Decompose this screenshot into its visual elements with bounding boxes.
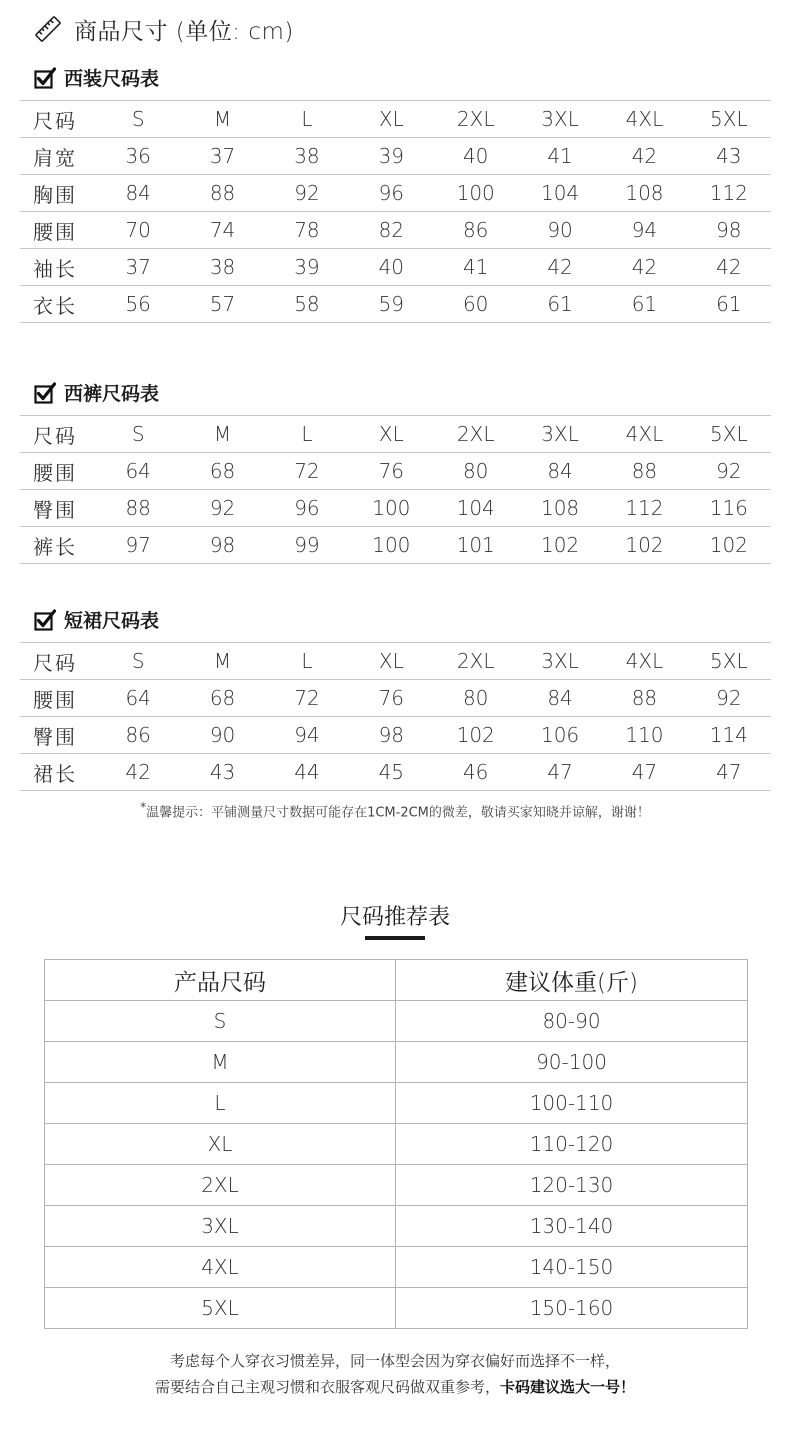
weight-cell: 100-110 — [396, 1083, 748, 1124]
value-cell: 61 — [687, 286, 771, 323]
value-cell: 80 — [434, 453, 518, 490]
size-header-cell: M — [180, 101, 264, 138]
footer-line-2-text: 需要结合自己主观习惯和衣服客观尺码做双重参考， — [154, 1378, 500, 1396]
value-cell: 86 — [434, 212, 518, 249]
size-cell: 3XL — [45, 1206, 396, 1247]
value-cell: 102 — [602, 527, 686, 564]
table-row — [20, 680, 771, 717]
size-cell: L — [45, 1083, 396, 1124]
ruler-icon — [34, 15, 62, 43]
size-header-cell: M — [180, 643, 264, 680]
value-cell: 58 — [265, 286, 349, 323]
row-label: 肩宽 — [20, 138, 96, 175]
value-cell: 36 — [96, 138, 180, 175]
footer-line-2 — [0, 1374, 790, 1400]
value-cell: 42 — [602, 249, 686, 286]
note-text: 温馨提示：平铺测量尺寸数据可能存在1CM-2CM的微差，敬请买家知晓并谅解，谢谢！ — [146, 805, 650, 821]
value-cell: 108 — [602, 175, 686, 212]
value-cell: 86 — [96, 717, 180, 754]
size-header-cell: 2XL — [434, 101, 518, 138]
value-cell: 37 — [96, 249, 180, 286]
value-cell: 110 — [602, 717, 686, 754]
value-cell: 74 — [180, 212, 264, 249]
trousers-section-title — [34, 379, 159, 406]
recommend-title: 尺码推荐表 — [339, 905, 450, 930]
size-header-cell: 4XL — [602, 643, 686, 680]
table-row — [45, 1165, 748, 1206]
size-cell: 4XL — [45, 1247, 396, 1288]
value-cell: 47 — [602, 754, 686, 791]
value-cell: 56 — [96, 286, 180, 323]
row-label: 臀围 — [20, 490, 96, 527]
table-row — [20, 453, 771, 490]
weight-cell: 80-90 — [396, 1001, 748, 1042]
value-cell: 104 — [434, 490, 518, 527]
value-cell: 41 — [518, 138, 602, 175]
checkbox-checked-icon — [34, 67, 56, 89]
size-header-cell: 2XL — [434, 643, 518, 680]
value-cell: 106 — [518, 717, 602, 754]
value-cell: 64 — [96, 453, 180, 490]
row-label: 裙长 — [20, 754, 96, 791]
weight-cell: 150-160 — [396, 1288, 748, 1329]
value-cell: 44 — [265, 754, 349, 791]
row-label: 裤长 — [20, 527, 96, 564]
value-cell: 102 — [687, 527, 771, 564]
value-cell: 42 — [96, 754, 180, 791]
value-cell: 90 — [180, 717, 264, 754]
footer-emphasis: 卡码建议选大一号！ — [500, 1378, 636, 1396]
value-cell: 61 — [602, 286, 686, 323]
table-row — [45, 1288, 748, 1329]
table-row — [20, 138, 771, 175]
value-cell: 46 — [434, 754, 518, 791]
skirt-title-text: 短裙尺码表 — [64, 610, 160, 632]
value-cell: 114 — [687, 717, 771, 754]
skirt-section-title — [34, 606, 159, 633]
size-cell: 5XL — [45, 1288, 396, 1329]
value-cell: 102 — [434, 717, 518, 754]
value-cell: 88 — [602, 453, 686, 490]
header-label-cell: 尺码 — [20, 643, 96, 680]
weight-cell: 140-150 — [396, 1247, 748, 1288]
size-header-cell: XL — [349, 101, 433, 138]
value-cell: 41 — [434, 249, 518, 286]
weight-cell: 110-120 — [396, 1124, 748, 1165]
size-header-cell: 4XL — [602, 416, 686, 453]
value-cell: 64 — [96, 680, 180, 717]
value-cell: 97 — [96, 527, 180, 564]
value-cell: 47 — [518, 754, 602, 791]
size-header-cell: 5XL — [687, 643, 771, 680]
size-cell: S — [45, 1001, 396, 1042]
value-cell: 42 — [518, 249, 602, 286]
value-cell: 98 — [349, 717, 433, 754]
value-cell: 78 — [265, 212, 349, 249]
size-header-cell: 3XL — [518, 416, 602, 453]
value-cell: 72 — [265, 680, 349, 717]
weight-cell: 120-130 — [396, 1165, 748, 1206]
size-cell: 2XL — [45, 1165, 396, 1206]
page-header — [34, 12, 294, 46]
value-cell: 43 — [180, 754, 264, 791]
skirt-size-table — [20, 642, 771, 791]
table-header-row — [20, 101, 771, 138]
table-header-row — [20, 643, 771, 680]
table-row — [20, 286, 771, 323]
value-cell: 84 — [518, 680, 602, 717]
table-header-row — [20, 416, 771, 453]
value-cell: 40 — [349, 249, 433, 286]
size-header-cell: L — [265, 643, 349, 680]
value-cell: 94 — [602, 212, 686, 249]
value-cell: 102 — [518, 527, 602, 564]
value-cell: 88 — [602, 680, 686, 717]
suit-section-title — [34, 64, 159, 91]
value-cell: 98 — [687, 212, 771, 249]
checkbox-checked-icon — [34, 609, 56, 631]
table-row — [45, 1124, 748, 1165]
row-label: 衣长 — [20, 286, 96, 323]
value-cell: 42 — [602, 138, 686, 175]
table-row — [45, 1247, 748, 1288]
value-cell: 100 — [434, 175, 518, 212]
value-cell: 70 — [96, 212, 180, 249]
size-header-cell: XL — [349, 416, 433, 453]
header-label-cell: 尺码 — [20, 101, 96, 138]
suit-size-table — [20, 100, 771, 323]
value-cell: 92 — [180, 490, 264, 527]
value-cell: 47 — [687, 754, 771, 791]
value-cell: 108 — [518, 490, 602, 527]
value-cell: 38 — [265, 138, 349, 175]
value-cell: 68 — [180, 680, 264, 717]
value-cell: 59 — [349, 286, 433, 323]
table-row — [20, 717, 771, 754]
row-label: 腰围 — [20, 212, 96, 249]
value-cell: 88 — [96, 490, 180, 527]
value-cell: 100 — [349, 527, 433, 564]
size-header-cell: S — [96, 101, 180, 138]
row-label: 臀围 — [20, 717, 96, 754]
table-row — [20, 754, 771, 791]
table-row — [20, 175, 771, 212]
size-header-cell: XL — [349, 643, 433, 680]
weight-cell: 90-100 — [396, 1042, 748, 1083]
value-cell: 90 — [518, 212, 602, 249]
value-cell: 82 — [349, 212, 433, 249]
page-title: 商品尺寸 (单位: cm) — [74, 18, 294, 45]
trousers-size-table — [20, 415, 771, 564]
value-cell: 112 — [687, 175, 771, 212]
value-cell: 39 — [349, 138, 433, 175]
value-cell: 40 — [434, 138, 518, 175]
value-cell: 60 — [434, 286, 518, 323]
value-cell: 92 — [265, 175, 349, 212]
table-row — [20, 212, 771, 249]
size-cell: M — [45, 1042, 396, 1083]
value-cell: 45 — [349, 754, 433, 791]
value-cell: 76 — [349, 680, 433, 717]
size-header-cell: 3XL — [518, 643, 602, 680]
value-cell: 112 — [602, 490, 686, 527]
value-cell: 68 — [180, 453, 264, 490]
value-cell: 57 — [180, 286, 264, 323]
size-cell: XL — [45, 1124, 396, 1165]
value-cell: 96 — [349, 175, 433, 212]
size-header-cell: 4XL — [602, 101, 686, 138]
table-row — [20, 527, 771, 564]
table-row — [45, 1001, 748, 1042]
value-cell: 100 — [349, 490, 433, 527]
size-header-cell: S — [96, 643, 180, 680]
value-cell: 116 — [687, 490, 771, 527]
value-cell: 38 — [180, 249, 264, 286]
value-cell: 92 — [687, 453, 771, 490]
size-header-cell: 5XL — [687, 416, 771, 453]
value-cell: 37 — [180, 138, 264, 175]
value-cell: 94 — [265, 717, 349, 754]
value-cell: 104 — [518, 175, 602, 212]
table-row — [45, 1083, 748, 1124]
table-row — [45, 1042, 748, 1083]
col-weight-header: 建议体重(斤) — [396, 960, 748, 1001]
value-cell: 72 — [265, 453, 349, 490]
value-cell: 42 — [687, 249, 771, 286]
size-header-cell: L — [265, 101, 349, 138]
value-cell: 88 — [180, 175, 264, 212]
recommend-table — [44, 959, 748, 1329]
value-cell: 84 — [518, 453, 602, 490]
suit-title-text: 西装尺码表 — [64, 68, 160, 90]
value-cell: 99 — [265, 527, 349, 564]
weight-cell: 130-140 — [396, 1206, 748, 1247]
value-cell: 92 — [687, 680, 771, 717]
checkbox-checked-icon — [34, 382, 56, 404]
size-header-cell: 5XL — [687, 101, 771, 138]
size-header-cell: 3XL — [518, 101, 602, 138]
table-header-row — [45, 960, 748, 1001]
value-cell: 84 — [96, 175, 180, 212]
value-cell: 76 — [349, 453, 433, 490]
table-row — [45, 1206, 748, 1247]
col-size-header: 产品尺码 — [45, 960, 396, 1001]
size-header-cell: L — [265, 416, 349, 453]
table-row — [20, 490, 771, 527]
value-cell: 43 — [687, 138, 771, 175]
table-row — [20, 249, 771, 286]
footer-line-1: 考虑每个人穿衣习惯差异，同一体型会因为穿衣偏好而选择不一样， — [169, 1352, 620, 1370]
value-cell: 96 — [265, 490, 349, 527]
footer-advice — [0, 1348, 790, 1400]
row-label: 腰围 — [20, 680, 96, 717]
value-cell: 61 — [518, 286, 602, 323]
row-label: 腰围 — [20, 453, 96, 490]
size-header-cell: 2XL — [434, 416, 518, 453]
value-cell: 39 — [265, 249, 349, 286]
value-cell: 101 — [434, 527, 518, 564]
note-star: * — [140, 800, 147, 814]
size-header-cell: M — [180, 416, 264, 453]
title-underline — [365, 936, 425, 940]
measurement-note — [0, 800, 790, 820]
row-label: 胸围 — [20, 175, 96, 212]
row-label: 袖长 — [20, 249, 96, 286]
header-label-cell: 尺码 — [20, 416, 96, 453]
trousers-title-text: 西裤尺码表 — [64, 383, 160, 405]
size-header-cell: S — [96, 416, 180, 453]
value-cell: 80 — [434, 680, 518, 717]
value-cell: 98 — [180, 527, 264, 564]
